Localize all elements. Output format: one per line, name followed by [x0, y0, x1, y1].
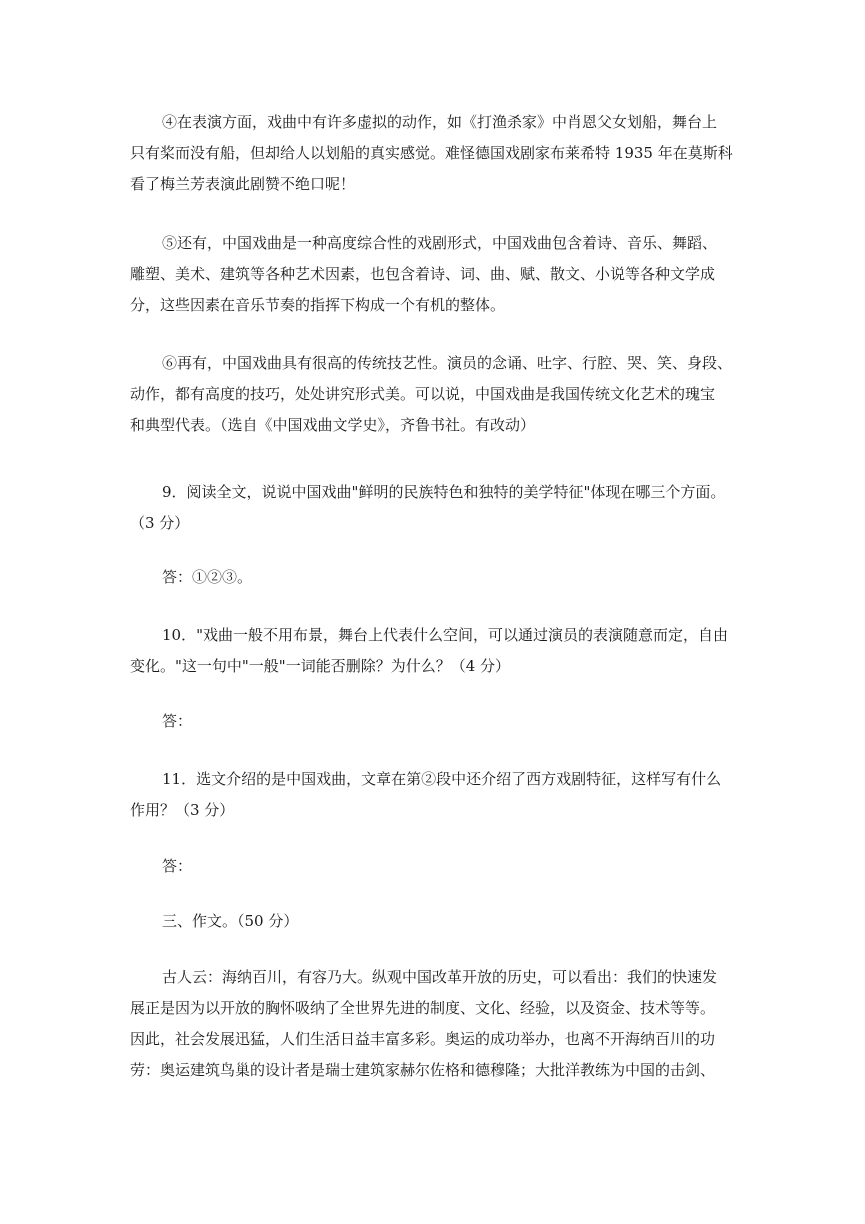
answer-11 [130, 851, 730, 882]
question-text: 11．选文介绍的是中国戏曲，文章在第②段中还介绍了西方戏剧特征，这样写有什么 [162, 770, 722, 788]
question-text: 作用？（3 分） [130, 801, 235, 819]
text-line: 古人云：海纳百川，有容乃大。纵观中国改革开放的历史，可以看出：我们的快速发 [162, 968, 718, 986]
text-line: 动作，都有高度的技巧，处处讲究形式美。可以说，中国戏曲是我国传统文化艺术的瑰宝 [130, 385, 716, 403]
text-line: 劳：奥运建筑鸟巢的设计者是瑞士建筑家赫尔佐格和德穆隆；大批洋教练为中国的击剑、 [130, 1061, 716, 1079]
answer-text: 答： [162, 712, 193, 730]
paragraph-4 [130, 107, 733, 200]
text-line: ⑥再有，中国戏曲具有很高的传统技艺性。演员的念诵、吐字、行腔、哭、笑、身段、 [162, 354, 733, 372]
question-text: 9．阅读全文，说说中国戏曲"鲜明的民族特色和独特的美学特征"体现在哪三个方面。 [162, 483, 726, 501]
question-11 [130, 764, 730, 826]
text-line: 展正是因为以开放的胸怀吸纳了全世界先进的制度、文化、经验，以及资金、技术等等。 [130, 999, 716, 1017]
question-text: 10．"戏曲一般不用布景，舞台上代表什么空间，可以通过演员的表演随意而定，自由 [162, 626, 728, 644]
answer-9 [130, 562, 730, 593]
question-10 [130, 620, 730, 682]
question-text: 变化。"这一句中"一般"一词能否删除？为什么？（4 分） [130, 657, 511, 675]
text-line: 看了梅兰芳表演此剧赞不绝口呢！ [130, 175, 356, 193]
text-line: 雕塑、美术、建筑等各种艺术因素，也包含着诗、词、曲、赋、散文、小说等各种文学成 [130, 265, 716, 283]
answer-10 [130, 706, 730, 737]
section-title: 三、作文。（50 分） [162, 912, 299, 930]
answer-text: 答： [162, 857, 193, 875]
text-line: 分，这些因素在音乐节奏的指挥下构成一个有机的整体。 [130, 296, 506, 314]
answer-text: 答：①②③。 [162, 568, 253, 586]
text-line: ⑤还有，中国戏曲是一种高度综合性的戏剧形式，中国戏曲包含着诗、音乐、舞蹈、 [162, 234, 718, 252]
paragraph-6 [130, 348, 733, 441]
paragraph-5 [130, 228, 730, 321]
question-text: （3 分） [130, 514, 190, 532]
text-line: ④在表演方面，戏曲中有许多虚拟的动作，如《打渔杀家》中肖恩父女划船，舞台上 [162, 113, 718, 131]
text-line: 只有桨而没有船，但却给人以划船的真实感觉。难怪德国戏剧家布莱希特 1935 年在莫斯科 [130, 144, 733, 162]
question-9 [130, 477, 730, 539]
section-heading [130, 906, 730, 937]
text-line: 和典型代表。（选自《中国戏曲文学史》，齐鲁书社。有改动） [130, 416, 536, 434]
essay-prompt [130, 962, 730, 1086]
text-line: 因此，社会发展迅猛，人们生活日益丰富多彩。奥运的成功举办，也离不开海纳百川的功 [130, 1030, 716, 1048]
